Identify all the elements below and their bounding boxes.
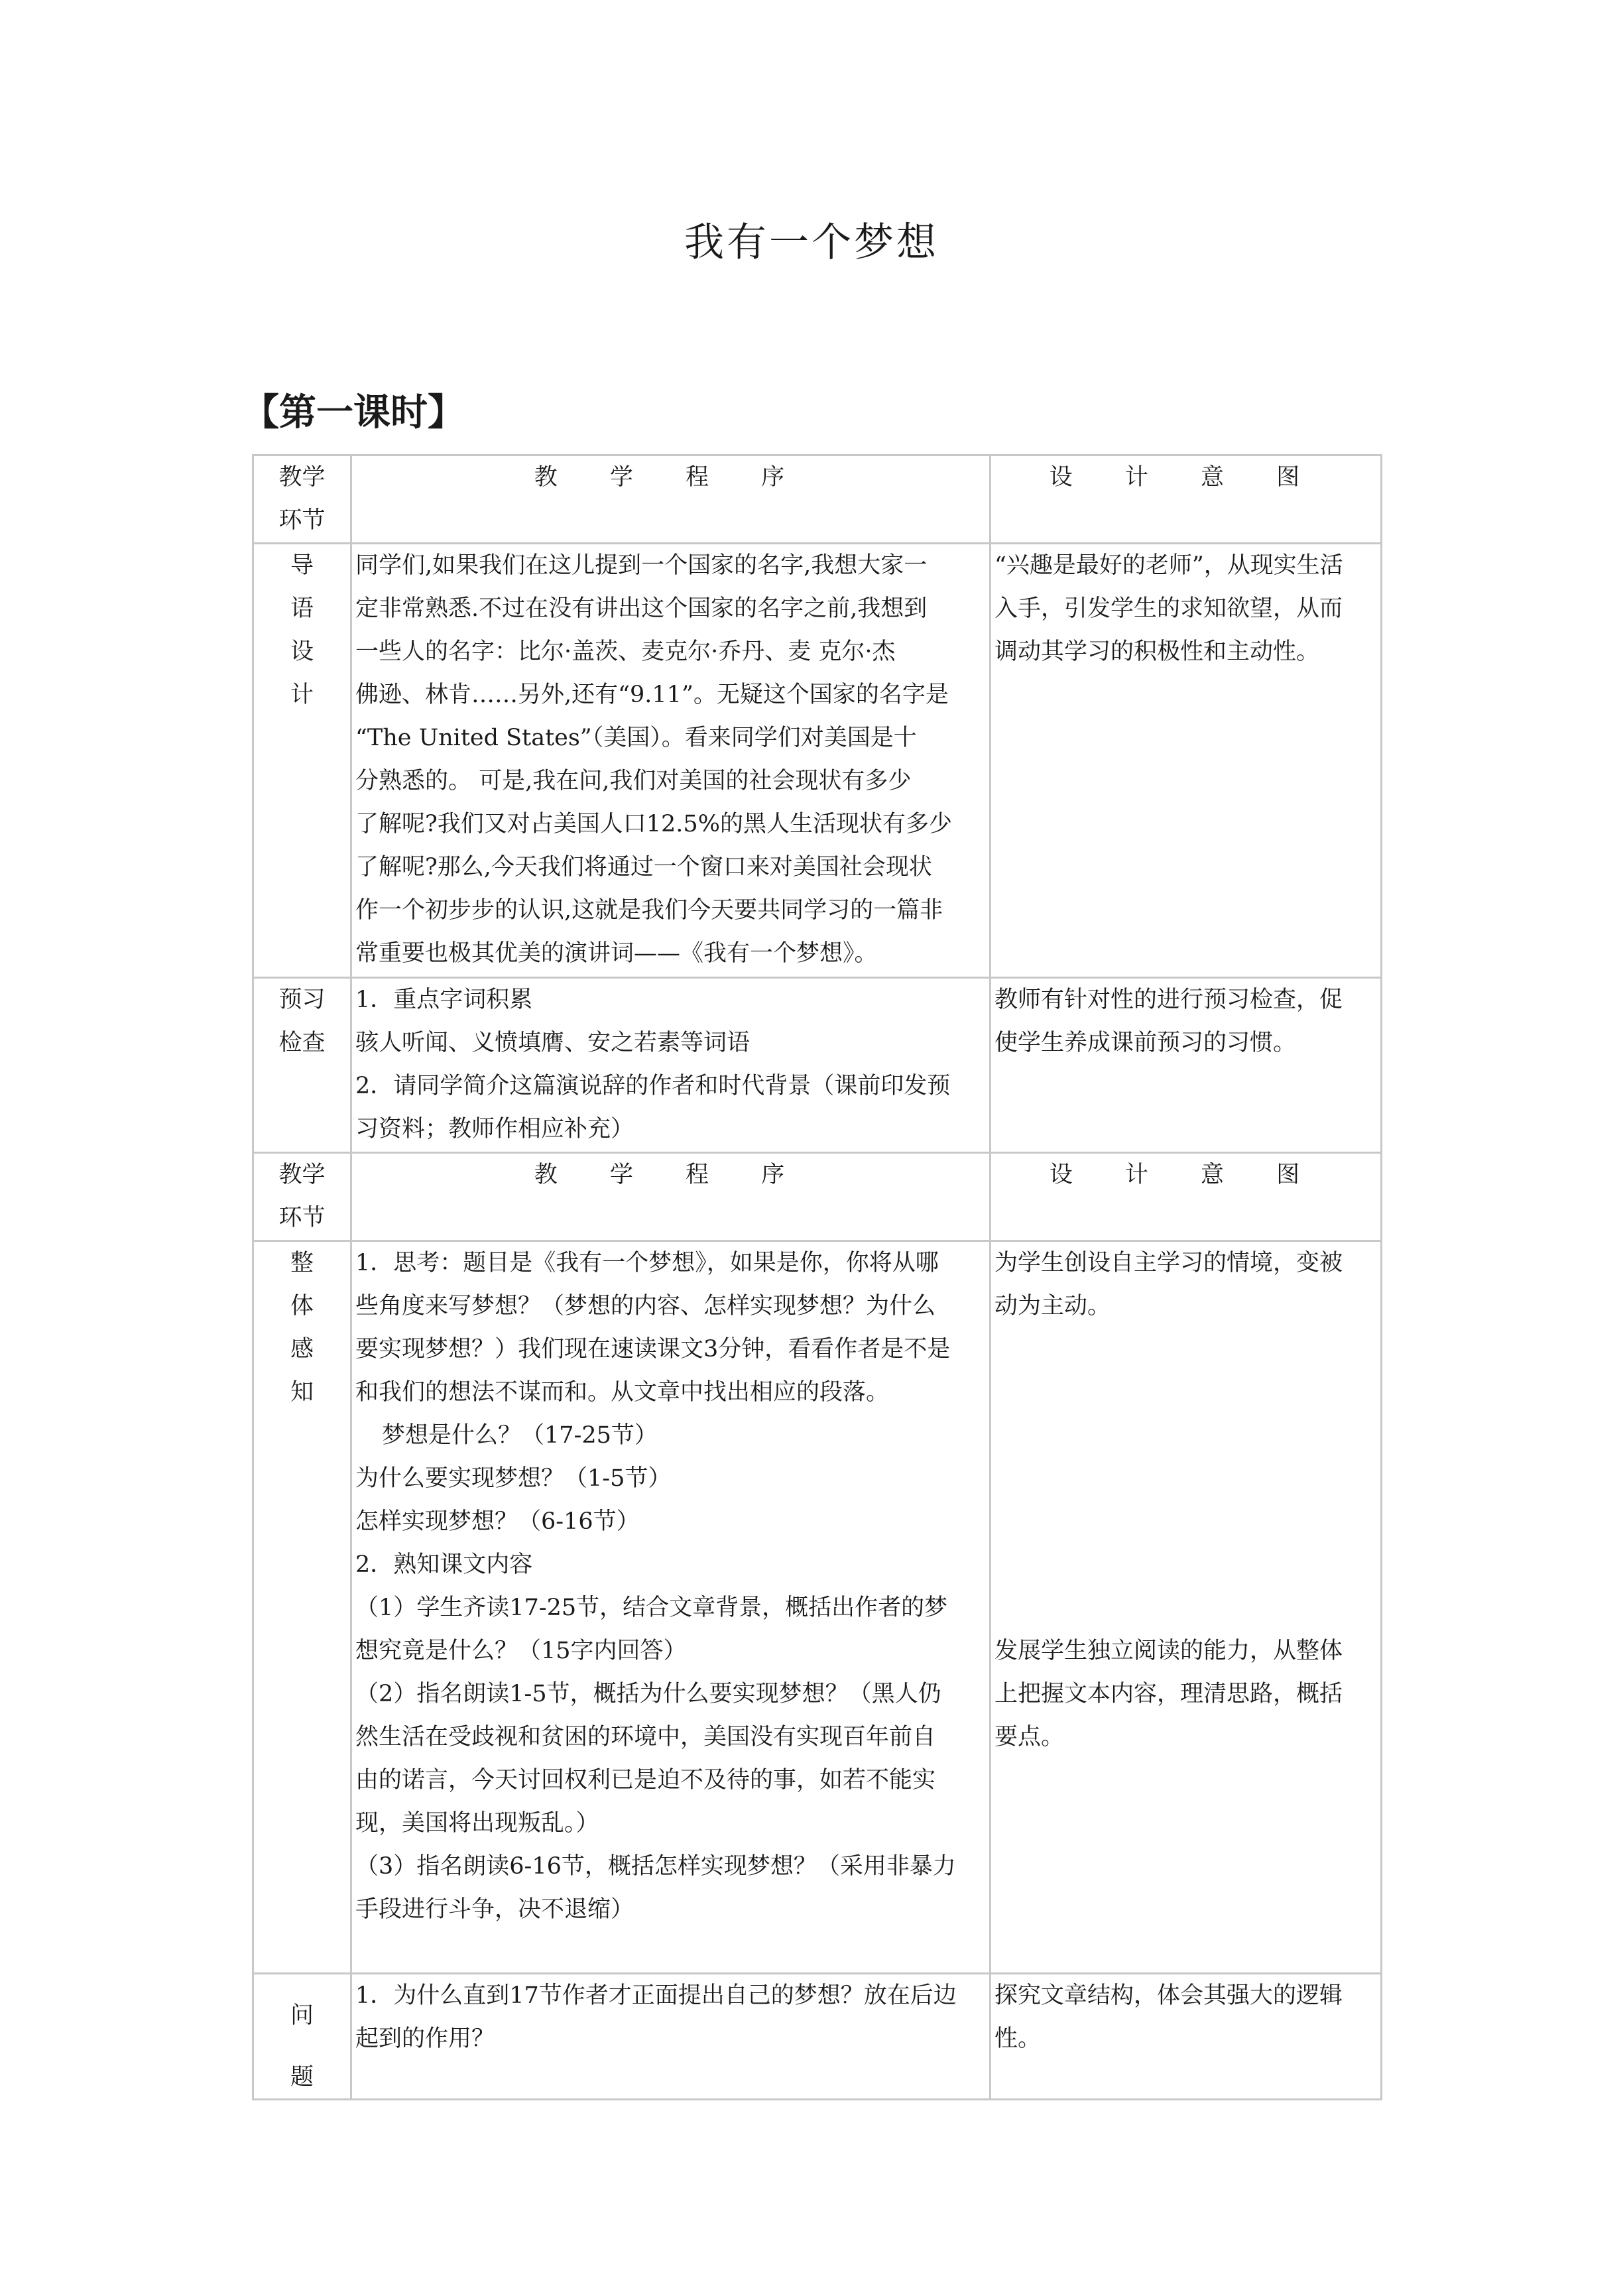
- stage-overall: 整 体 感 知: [253, 1241, 351, 1974]
- procedure-cell: 同学们,如果我们在这儿提到一个国家的名字,我想大家一 定非常熟悉.不过在没有讲出这个国家的名字之前,我想到 一些人的名字：比尔·盖茨、麦克尔·乔丹、麦 克尔·杰 佛逊、林肯……另外,还有“9.11”。无疑这个国家的名字是 “The United States”（美国）。看来同学们对美国是十 分熟悉的。 可是,我在问,我们对美国的社会现状有多少 了解呢?我们又对占美国人口12.5%的黑人生活现状有多少 了解呢?那么,今天我们将通过一个窗口来对美国社会现状 作一个初步步的认识,这就是我们今天要共同学习的一篇非 常重要也极其优美的演讲词——《我有一个梦想》。: [351, 544, 991, 978]
- procedure-cell: 1．思考：题目是《我有一个梦想》，如果是你，你将从哪 些角度来写梦想？（梦想的内容、怎样实现梦想？为什么 要实现梦想？）我们现在速读课文3分钟，看看作者是不是 和我们的想法不谋而和。从文章中找出相应的段落。 梦想是什么？（17-25节） 为什么要实现梦想？（1-5节） 怎样实现梦想？（6-16节） 2．熟知课文内容 （1）学生齐读17-25节，结合文章背景，概括出作者的梦 想究竟是什么？（15字内回答） （2）指名朗读1-5节，概括为什么要实现梦想？（黑人仍 然生活在受歧视和贫困的环境中，美国没有实现百年前自 由的诺言，今天讨回权利已是迫不及待的事，如若不能实 现，美国将出现叛乱。） （3）指名朗读6-16节，概括怎样实现梦想？（采用非暴力 手段进行斗争，决不退缩）: [351, 1241, 991, 1974]
- lesson-plan-table: [252, 454, 1382, 2100]
- table-header-row: [253, 455, 1382, 544]
- table-row: [253, 544, 1382, 978]
- table-header-row: [253, 1153, 1382, 1241]
- table-row: [253, 978, 1382, 1153]
- header-intent: 设 计 意 图: [991, 1153, 1382, 1241]
- header-stage: 教学 环节: [253, 455, 351, 544]
- intent-cell: 教师有针对性的进行预习检查，促 使学生养成课前预习的习惯。: [991, 978, 1382, 1153]
- procedure-cell: 1．重点字词积累 骇人听闻、义愤填膺、安之若素等词语 2．请同学简介这篇演说辞的作者和时代背景（课前印发预 习资料；教师作相应补充）: [351, 978, 991, 1153]
- stage-preview: 预习 检查: [253, 978, 351, 1153]
- stage-intro: 导 语 设 计: [253, 544, 351, 978]
- table-row: [253, 1241, 1382, 1974]
- intent-cell: “兴趣是最好的老师”，从现实生活 入手，引发学生的求知欲望，从而 调动其学习的积极性和主动性。: [991, 544, 1382, 978]
- header-intent: 设 计 意 图: [991, 455, 1382, 544]
- intent-cell: 探究文章结构，体会其强大的逻辑 性。: [991, 1974, 1382, 2100]
- header-procedure: 教 学 程 序: [351, 455, 991, 544]
- intent-cell: 为学生创设自主学习的情境，变被 动为主动。 发展学生独立阅读的能力，从整体 上把握文本内容，理清思路，概括 要点。: [991, 1241, 1382, 1974]
- header-procedure: 教 学 程 序: [351, 1153, 991, 1241]
- section-heading: 【第一课时】: [242, 391, 465, 434]
- procedure-cell: 1．为什么直到17节作者才正面提出自己的梦想？放在后边 起到的作用？: [351, 1974, 991, 2100]
- table-row: [253, 1974, 1382, 2100]
- header-stage: 教学 环节: [253, 1153, 351, 1241]
- page-title: 我有一个梦想: [684, 219, 939, 266]
- stage-questions: 问 题: [253, 1974, 351, 2100]
